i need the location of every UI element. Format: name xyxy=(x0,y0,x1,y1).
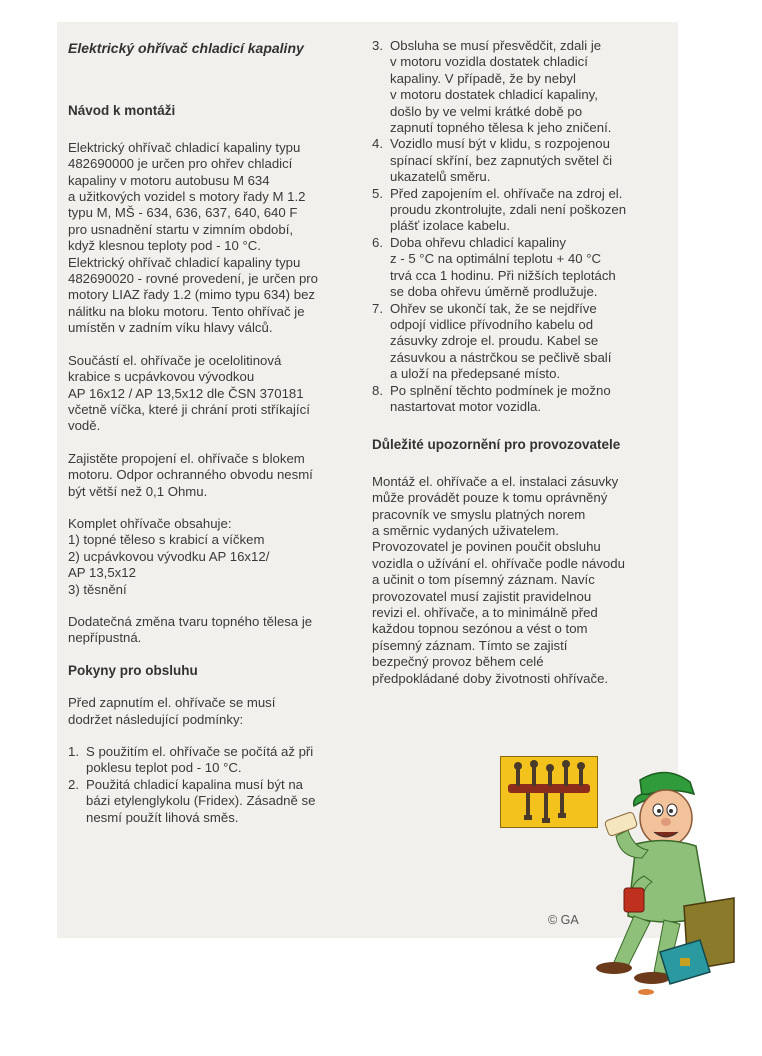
paragraph-housing: Součástí el. ohřívače je ocelolitinová krabice s ucpávkovou vývodkou AP 16x12 / AP 13,5x12 dle ČSN 370181 včetně víčka, které ji chrání proti stříkající vodě. xyxy=(68,352,310,434)
paragraph-shape-warning: Dodatečná změna tvaru topného tělesa je nepřípustná. xyxy=(68,613,313,646)
mechanic-illustration xyxy=(584,766,744,998)
conditions-list-left xyxy=(68,744,358,826)
left-column xyxy=(68,40,358,826)
paragraph-operator-notice: Montáž el. ohřívače a el. instalaci zásuvky může provádět pouze k tomu oprávněný pracovník ve smyslu platných norem a směrnic vydaných uživatelem. Provozovatel je povinen poučit obsluhu vozidla o užívání el. ohřívače podle návodu a učinit o tom písemný záznam. Navíc provozovatel musí zajistit pravidelnou revizi el. ohřívače, a to minimálně před každou topnou sezónou a vést o tom písemný záznam. Tímto se zajistí bezpečný provoz během celé předpokládané doby životnosti ohřívače. xyxy=(372,473,625,686)
heading-operator-notice: Důležité upozornění pro provozovatele xyxy=(372,437,621,453)
paragraph-description: Elektrický ohřívač chladicí kapaliny typu 482690000 je určen pro ohřev chladicí kapaliny v motoru autobusu M 634 a užitkových vozidel s motory řady M 1.2 typu M, MŠ - 634, 636, 637, 640, 640 F pro usnadnění startu v zimním období, když klesnou teploty pod - 10 °C. Elektrický ohřívač chladicí kapaliny typu 482690020 - rovné provedení, je určen pro motory LIAZ řady 1.2 (mimo typu 634) bez nálitku na bloku motoru. Tento ohřívač je umístěn v zadním víku hlavy válců. xyxy=(68,139,319,336)
copyright-text: © GA xyxy=(548,913,579,927)
list-item: 3. Obsluha se musí přesvědčit, zdali je v motoru vozidla dostatek chladicí kapaliny. V případě, že by nebyl v motoru dostatek chladicí kapaliny, došlo by ve velmi krátké době po zapnutí topného tělesa k jeho zničení. xyxy=(372,38,612,136)
list-item: 8. Po splnění těchto podmínek je možno nastartovat motor vozidla. xyxy=(372,382,611,414)
heading-installation: Návod k montáži xyxy=(68,103,176,119)
list-item: 7. Ohřev se ukončí tak, že se nejdříve odpojí vidlice přívodního kabelu od zásuvky zdroje el. proudu. Kabel se zásuvkou a nástrčkou se pečlivě sbalí a uloží na předepsané místo. xyxy=(372,300,612,382)
paragraph-kit-contents: Komplet ohřívače obsahuje: 1) topné těleso s krabicí a víčkem 2) ucpávkovou vývodku AP 16x12/ AP 13,5x12 3) těsnění xyxy=(68,515,270,597)
list-item: 5. Před zapojením el. ohřívače na zdroj el. proudu zkontrolujte, zdali není poškozen plášť izolace kabelu. xyxy=(372,185,627,234)
conditions-list-right xyxy=(372,38,664,415)
document-title: Elektrický ohřívač chladicí kapaliny xyxy=(68,40,304,56)
heading-operation: Pokyny pro obsluhu xyxy=(68,662,198,678)
list-item: 6. Doba ohřevu chladicí kapaliny z - 5 °C na optimální teplotu + 40 °C trvá cca 1 hodinu. Při nižších teplotách se doba ohřevu úměrně prodlužuje. xyxy=(372,234,616,300)
list-item: 4. Vozidlo musí být v klidu, s rozpojenou spínací skříní, bez zapnutých světel či ukazatelů směru. xyxy=(372,136,613,185)
paragraph-grounding: Zajistěte propojení el. ohřívače s blokem motoru. Odpor ochranného obvodu nesmí být větší než 0,1 Ohmu. xyxy=(68,450,313,499)
right-column xyxy=(372,38,664,687)
list-item: 1. S použitím el. ohřívače se počítá až při poklesu teplot pod - 10 °C. xyxy=(68,744,314,776)
list-item: 2. Použitá chladicí kapalina musí být na bázi etylenglykolu (Fridex). Zásadně se nesmí použít lihová směs. xyxy=(68,776,316,825)
paragraph-conditions-intro: Před zapnutím el. ohřívače se musí dodržet následující podmínky: xyxy=(68,695,276,727)
